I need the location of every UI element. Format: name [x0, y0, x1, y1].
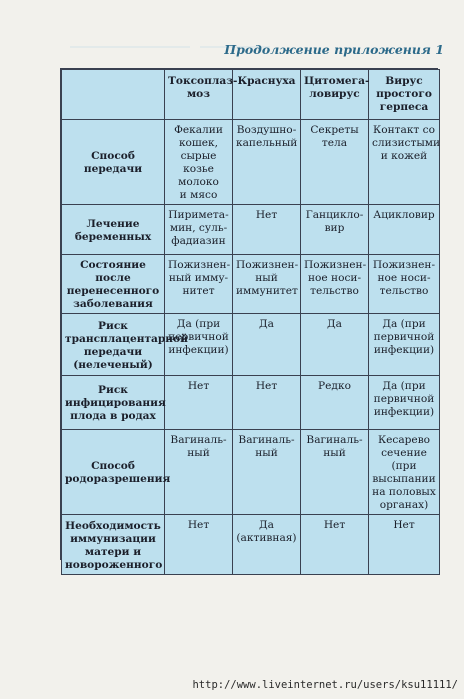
table-cell: Ацикловир: [369, 205, 440, 255]
table-cell: Нет: [233, 205, 301, 255]
table-cell: Пожизнен- ный иммунитет: [233, 255, 301, 314]
header-corner: [62, 70, 165, 120]
table-cell: Нет: [369, 515, 440, 575]
table-cell: Секреты тела: [301, 120, 369, 205]
page-heading: Продолжение приложения 1: [224, 42, 444, 57]
faded-page-mark: [34, 655, 64, 673]
table-cell: Да (при первичной инфекции): [165, 314, 233, 376]
row-label-post-disease: Состояние после перенесенного заболевания: [62, 255, 165, 314]
table-cell: Нет: [233, 376, 301, 430]
table-cell: Нет: [165, 515, 233, 575]
row-label-delivery-method: Способ родоразрешения: [62, 430, 165, 515]
row-label-transmission: Способ передачи: [62, 120, 165, 205]
table-cell: Пиримета- мин, суль- фадиазин: [165, 205, 233, 255]
table-row: [62, 255, 440, 314]
table-row: [62, 430, 440, 515]
table-cell: Пожизнен- ное носи- тельство: [301, 255, 369, 314]
table-cell: Воздушно- капельный: [233, 120, 301, 205]
table-cell: Пожизнен- ный имму- нитет: [165, 255, 233, 314]
table-row: [62, 515, 440, 575]
source-watermark[interactable]: http://www.liveinternet.ru/users/ksu11111/: [192, 679, 458, 691]
table-cell: Ганцикло- вир: [301, 205, 369, 255]
table-cell: Фекалии кошек, сырые козье молоко и мясо: [165, 120, 233, 205]
table-row: [62, 120, 440, 205]
table-cell: Да: [301, 314, 369, 376]
table-cell: Вагиналь- ный: [301, 430, 369, 515]
row-label-treatment: Лечение беременных: [62, 205, 165, 255]
header-toxoplasmosis: Токсоплаз- моз: [165, 70, 233, 120]
infection-comparison-table: [61, 69, 440, 575]
row-label-immunization: Необходимость иммунизации матери и новороженного: [62, 515, 165, 575]
table-cell: Редко: [301, 376, 369, 430]
table-cell: Нет: [301, 515, 369, 575]
table-cell: Пожизнен- ное носи- тельство: [369, 255, 440, 314]
faded-rule-left: [70, 46, 190, 48]
table-cell: Да (при первичной инфекции): [369, 376, 440, 430]
table-cell: Да: [233, 314, 301, 376]
header-cytomegalovirus: Цитомега- ловирус: [301, 70, 369, 120]
faded-running-header: [18, 10, 158, 20]
table-cell: Да (активная): [233, 515, 301, 575]
header-rubella: Краснуха: [233, 70, 301, 120]
row-label-intrapartum-risk: Риск инфицирования плода в родах: [62, 376, 165, 430]
table-cell: Да (при первичной инфекции): [369, 314, 440, 376]
row-label-transplacental-risk: Риск трансплацентарной передачи (нелеченый): [62, 314, 165, 376]
table-header-row: [62, 70, 440, 120]
table-cell: Вагиналь- ный: [233, 430, 301, 515]
table-cell: Контакт со слизистыми и кожей: [369, 120, 440, 205]
table-row: [62, 205, 440, 255]
header-herpes-simplex: Вирус простого герпеса: [369, 70, 440, 120]
comparison-table-container: [60, 68, 441, 571]
table-cell: Нет: [165, 376, 233, 430]
table-cell: Вагиналь- ный: [165, 430, 233, 515]
table-row: [62, 376, 440, 430]
table-cell: Кесарево сечение (при высыпании на половых органах): [369, 430, 440, 515]
table-row: [62, 314, 440, 376]
